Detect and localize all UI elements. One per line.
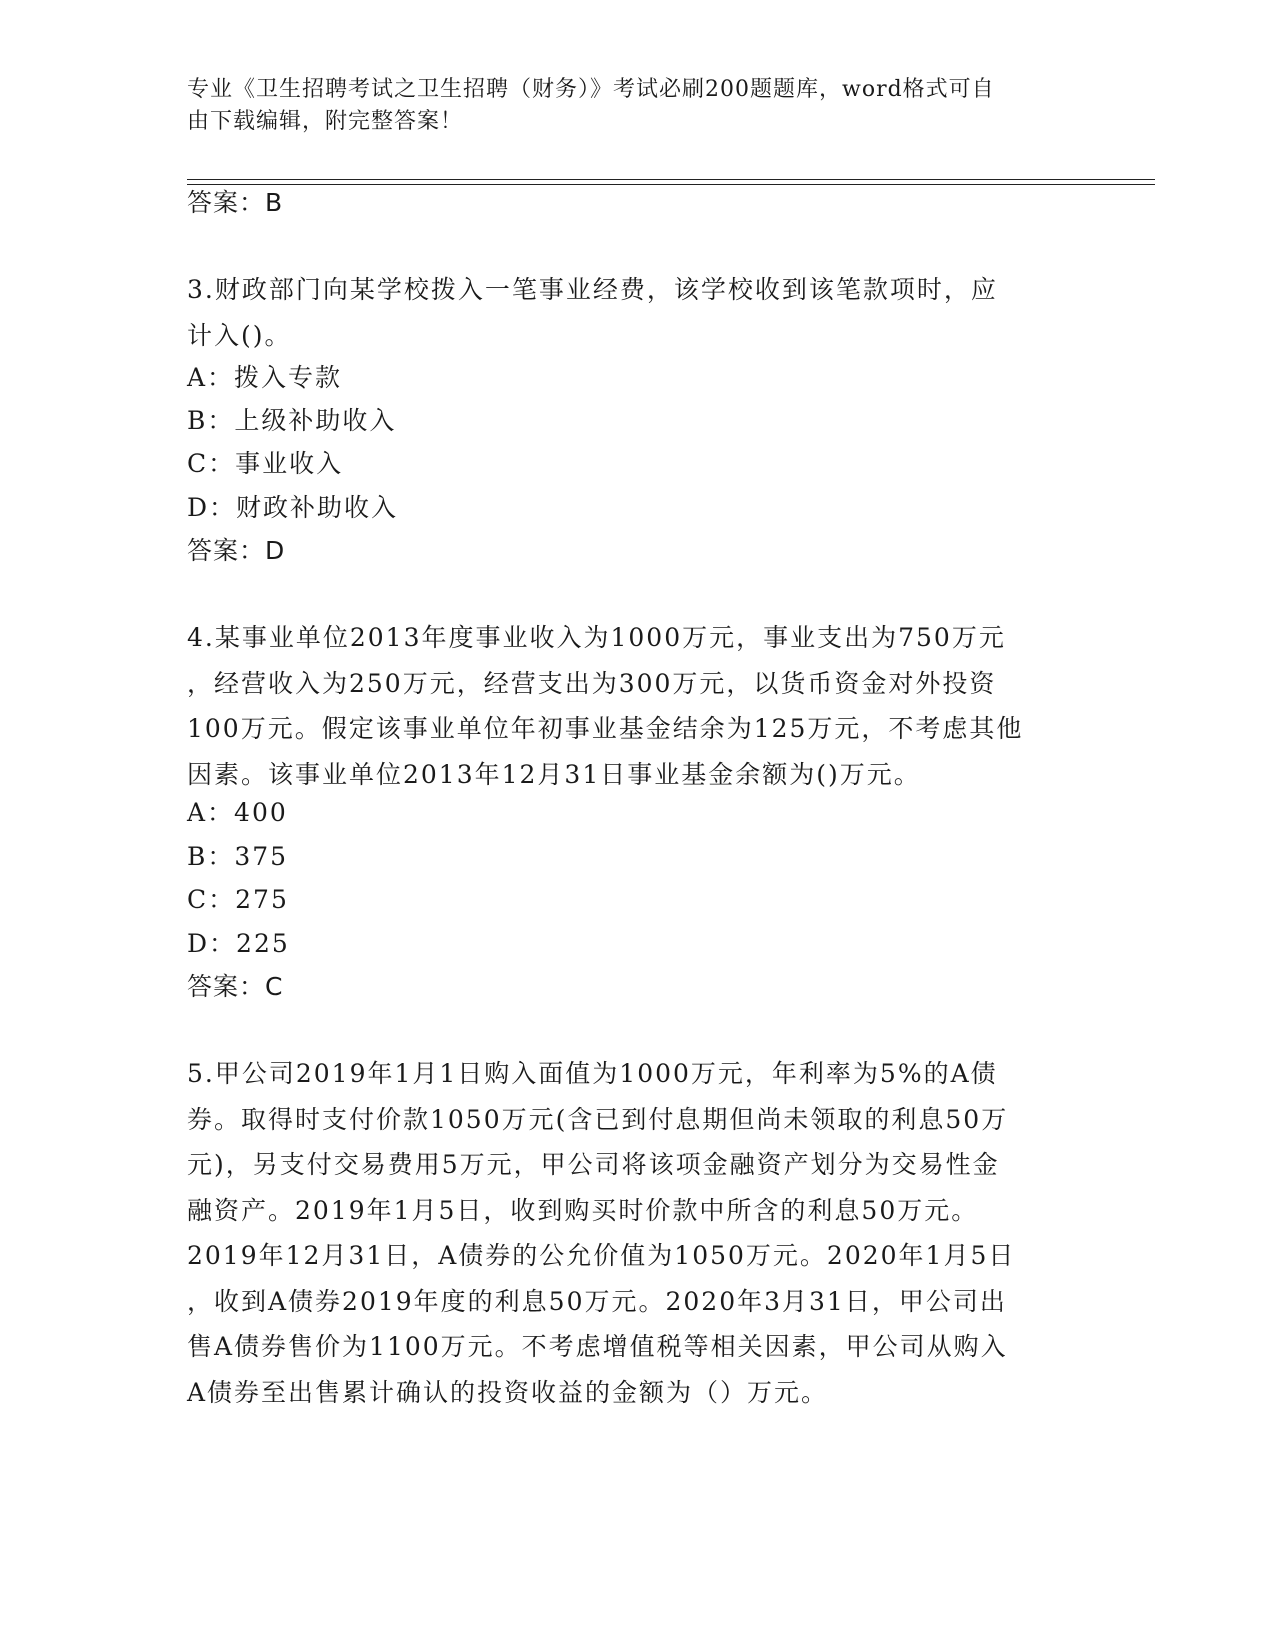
question-5-line: 售A债券售价为1100万元。不考虑增值税等相关因素，甲公司从购入	[187, 1332, 1008, 1361]
question-4-option-a: A：400	[187, 798, 288, 827]
question-3-line: 计入()。	[187, 320, 292, 350]
header-line-1: 专业《卫生招聘考试之卫生招聘（财务）》考试必刷200题题库，word格式可自	[187, 77, 995, 102]
question-4-answer: 答案：C	[187, 972, 284, 1001]
question-5-text	[187, 1051, 1087, 1415]
question-3-option-b: B：上级补助收入	[187, 406, 397, 435]
question-4-line: ，经营收入为250万元，经营支出为300万元，以货币资金对外投资	[187, 668, 997, 698]
header-line-2: 由下载编辑，附完整答案！	[187, 109, 464, 134]
question-5-line: ，收到A债券2019年度的利息50万元。2020年3月31日，甲公司出	[187, 1286, 1007, 1316]
question-4-line: 4.某事业单位2013年度事业收入为1000万元，事业支出为750万元	[187, 623, 1006, 652]
question-4-line: 因素。该事业单位2013年12月31日事业基金余额为()万元。	[187, 759, 921, 789]
question-5-line: 融资产。2019年1月5日，收到购买时价款中所含的利息50万元。	[187, 1195, 979, 1225]
question-5-line: 券。取得时支付价款1050万元(含已到付息期但尚未领取的利息50万	[187, 1104, 1009, 1134]
question-4-option-c: C：275	[187, 885, 289, 914]
question-5-line: 2019年12月31日，A债券的公允价值为1050万元。2020年1月5日	[187, 1241, 1016, 1270]
question-4-line: 100万元。假定该事业单位年初事业基金结余为125万元，不考虑其他	[187, 714, 1024, 743]
question-4-option-d: D：225	[187, 929, 290, 958]
question-3-option-d: D：财政补助收入	[187, 493, 399, 522]
header-divider-top	[187, 179, 1155, 180]
question-3-answer: 答案：D	[187, 536, 286, 565]
header-divider-bottom	[187, 184, 1155, 185]
question-3-line: 3.财政部门向某学校拨入一笔事业经费，该学校收到该笔款项时，应	[187, 275, 998, 304]
question-5-line: 5.甲公司2019年1月1日购入面值为1000万元，年利率为5%的A债	[187, 1059, 998, 1088]
question-4-option-b: B：375	[187, 842, 289, 871]
question-5-line: A债券至出售累计确认的投资收益的金额为（）万元。	[187, 1377, 829, 1407]
question-5-line: 元)，另支付交易费用5万元，甲公司将该项金融资产划分为交易性金	[187, 1150, 1000, 1179]
previous-answer: 答案：B	[187, 188, 284, 217]
question-4-text	[187, 615, 1087, 797]
question-3-option-c: C：事业收入	[187, 449, 344, 478]
question-3-option-a: A：拨入专款	[187, 363, 343, 392]
document-header	[187, 74, 1087, 138]
question-3-text	[187, 267, 1087, 358]
